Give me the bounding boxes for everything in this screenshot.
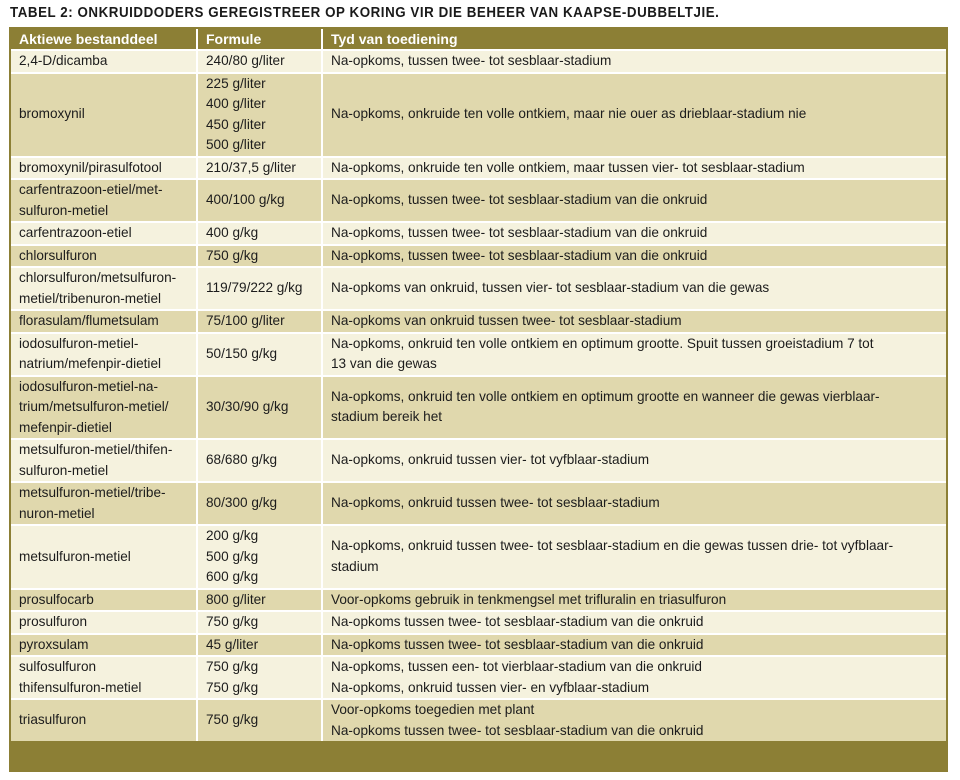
table-row	[11, 73, 946, 157]
cell-ingredient-line: metsulfuron-metiel/tribe-	[19, 485, 166, 500]
cell-timing-line: Na-opkoms tussen twee- tot sesblaar-stadium van die onkruid	[331, 722, 704, 738]
cell-ingredient	[11, 611, 197, 634]
table-title: TABEL 2: ONKRUIDDODERS GEREGISTREER OP KORING VIR DIE BEHEER VAN KAAPSE-DUBBELTJIE.	[10, 5, 720, 21]
cell-timing-line: Voor-opkoms gebruik in tenkmengsel met trifluralin en triasulfuron	[331, 591, 727, 607]
cell-formula	[197, 482, 322, 525]
cell-ingredient	[11, 222, 197, 245]
cell-timing	[322, 699, 946, 741]
cell-formula-line: 750 g/kg	[206, 247, 259, 263]
cell-formula-line: 400 g/liter	[206, 96, 266, 111]
cell-formula-line: 119/79/222 g/kg	[206, 280, 303, 296]
cell-ingredient-line: metsulfuron-metiel/thifen-	[19, 442, 173, 457]
cell-timing-line: Na-opkoms, onkruid tussen vier- tot vyfblaar-stadium	[331, 452, 650, 468]
cell-timing-line: Na-opkoms, onkruide ten volle ontkiem, maar tussen vier- tot sesblaar-stadium	[331, 159, 805, 175]
cell-timing-line: Na-opkoms, tussen een- tot vierblaar-stadium van die onkruid	[331, 659, 702, 674]
cell-timing-line: Na-opkoms, onkruid tussen twee- tot sesblaar-stadium en die gewas tussen drie- tot vyfblaar-	[331, 538, 894, 554]
cell-formula-line: 750 g/kg	[206, 614, 259, 629]
cell-timing-line: Na-opkoms, onkruid tussen twee- tot sesblaar-stadium	[331, 495, 660, 511]
cell-formula-line: 800 g/liter	[206, 591, 266, 607]
cell-formula	[197, 50, 322, 73]
cell-formula	[197, 699, 322, 741]
cell-ingredient	[11, 245, 197, 268]
cell-timing	[322, 179, 946, 222]
cell-timing	[322, 73, 946, 157]
table-row	[11, 634, 946, 657]
cell-timing-line: Na-opkoms, onkruid ten volle ontkiem en optimum grootte. Spuit tussen groeistadium 7 tot	[331, 335, 874, 351]
cell-formula	[197, 634, 322, 657]
cell-ingredient	[11, 73, 197, 157]
table-row	[11, 310, 946, 333]
cell-ingredient-line: iodosulfuron-metiel-	[19, 335, 139, 351]
cell-formula-line: 450 g/liter	[206, 116, 266, 132]
cell-ingredient	[11, 656, 197, 699]
cell-timing-line: Na-opkoms, tussen twee- tot sesblaar-stadium van die onkruid	[331, 192, 708, 208]
cell-formula-line: 500 g/kg	[206, 548, 259, 564]
cell-formula	[197, 222, 322, 245]
cell-timing	[322, 267, 946, 310]
cell-formula-line: 500 g/liter	[206, 137, 266, 152]
cell-formula-line: 50/150 g/kg	[206, 345, 278, 361]
cell-ingredient-line: natrium/mefenpir-dietiel	[19, 356, 162, 371]
cell-formula	[197, 245, 322, 268]
cell-timing	[322, 376, 946, 440]
cell-timing	[322, 439, 946, 482]
cell-formula	[197, 611, 322, 634]
cell-ingredient-line: triasulfuron	[19, 712, 87, 728]
cell-timing-line: stadium	[331, 558, 379, 574]
cell-formula	[197, 525, 322, 589]
table-row	[11, 439, 946, 482]
cell-formula-line: 30/30/90 g/kg	[206, 399, 289, 414]
cell-timing	[322, 333, 946, 376]
cell-formula	[197, 310, 322, 333]
cell-ingredient-line: bromoxynil/pirasulfotool	[19, 159, 162, 175]
header-ingredient: Aktiewe bestanddeel	[11, 29, 197, 50]
cell-ingredient	[11, 50, 197, 73]
cell-ingredient	[11, 179, 197, 222]
cell-formula	[197, 179, 322, 222]
cell-timing	[322, 611, 946, 634]
table-row	[11, 482, 946, 525]
table-row	[11, 245, 946, 268]
cell-timing-line: Voor-opkoms toegedien met plant	[331, 702, 535, 717]
table-row	[11, 589, 946, 612]
cell-timing	[322, 589, 946, 612]
cell-formula-line: 400/100 g/kg	[206, 192, 285, 208]
cell-timing-line: Na-opkoms tussen twee- tot sesblaar-stadium van die onkruid	[331, 614, 704, 629]
cell-formula-line: 45 g/liter	[206, 636, 259, 652]
cell-ingredient-line: prosulfocarb	[19, 591, 94, 607]
cell-timing-line: Na-opkoms tussen twee- tot sesblaar-stadium van die onkruid	[331, 636, 704, 652]
cell-timing-line: Na-opkoms, onkruide ten volle ontkiem, maar nie ouer as drieblaar-stadium nie	[331, 106, 807, 122]
cell-ingredient	[11, 699, 197, 741]
cell-ingredient-line: sulfosulfuron	[19, 659, 97, 674]
cell-formula-line: 200 g/kg	[206, 528, 259, 543]
cell-ingredient-line: 2,4-D/dicamba	[19, 53, 108, 68]
table-row	[11, 157, 946, 180]
table-row	[11, 656, 946, 699]
cell-ingredient	[11, 439, 197, 482]
cell-formula	[197, 656, 322, 699]
cell-formula-line: 240/80 g/liter	[206, 53, 285, 68]
cell-timing	[322, 50, 946, 73]
table-row	[11, 50, 946, 73]
cell-timing-line: Na-opkoms, onkruid tussen vier- en vyfblaar-stadium	[331, 679, 650, 695]
cell-timing-line: Na-opkoms, tussen twee- tot sesblaar-stadium van die onkruid	[331, 225, 708, 240]
cell-ingredient-line: chlorsulfuron/metsulfuron-	[19, 270, 177, 285]
cell-timing-line: Na-opkoms, onkruid ten volle ontkiem en optimum grootte en wanneer die gewas vierblaar-	[331, 388, 880, 404]
cell-ingredient	[11, 157, 197, 180]
cell-formula-line: 400 g/kg	[206, 225, 259, 240]
cell-formula-line: 750 g/kg	[206, 659, 259, 674]
table-row	[11, 222, 946, 245]
cell-ingredient-line: nuron-metiel	[19, 505, 95, 521]
cell-ingredient-line: chlorsulfuron	[19, 247, 97, 263]
cell-formula-line: 750 g/kg	[206, 712, 259, 728]
table-row	[11, 611, 946, 634]
cell-ingredient	[11, 482, 197, 525]
header-formula: Formule	[197, 29, 322, 50]
cell-formula	[197, 333, 322, 376]
cell-ingredient-line: sulfuron-metiel	[19, 462, 109, 478]
cell-formula-line: 210/37,5 g/liter	[206, 159, 296, 175]
table-row	[11, 333, 946, 376]
cell-formula-line: 600 g/kg	[206, 569, 259, 584]
table-frame	[9, 27, 948, 772]
cell-timing-line: Na-opkoms, tussen twee- tot sesblaar-stadium van die onkruid	[331, 247, 708, 263]
table-body	[11, 50, 946, 741]
cell-timing	[322, 310, 946, 333]
table-row	[11, 179, 946, 222]
cell-formula-line: 75/100 g/liter	[206, 313, 285, 328]
cell-timing-line: Na-opkoms van onkruid, tussen vier- tot sesblaar-stadium van die gewas	[331, 280, 770, 296]
cell-ingredient-line: prosulfuron	[19, 614, 88, 629]
cell-ingredient-line: metiel/tribenuron-metiel	[19, 290, 162, 306]
cell-timing	[322, 245, 946, 268]
cell-timing-line: 13 van die gewas	[331, 356, 437, 371]
table-row	[11, 525, 946, 589]
cell-ingredient	[11, 589, 197, 612]
cell-ingredient	[11, 310, 197, 333]
cell-ingredient	[11, 333, 197, 376]
cell-formula	[197, 73, 322, 157]
cell-ingredient-line: thifensulfuron-metiel	[19, 679, 142, 695]
cell-timing	[322, 157, 946, 180]
table-row	[11, 267, 946, 310]
cell-ingredient	[11, 525, 197, 589]
cell-ingredient	[11, 634, 197, 657]
cell-formula	[197, 589, 322, 612]
cell-formula-line: 80/300 g/kg	[206, 495, 278, 511]
cell-ingredient-line: iodosulfuron-metiel-na-	[19, 378, 159, 394]
cell-timing-line: Na-opkoms, tussen twee- tot sesblaar-stadium	[331, 53, 612, 68]
cell-ingredient-line: mefenpir-dietiel	[19, 419, 112, 435]
cell-ingredient-line: metsulfuron-metiel	[19, 548, 131, 564]
cell-ingredient	[11, 376, 197, 440]
cell-formula	[197, 439, 322, 482]
cell-timing	[322, 634, 946, 657]
cell-timing	[322, 656, 946, 699]
cell-timing-line: stadium bereik het	[331, 409, 443, 425]
header-timing: Tyd van toediening	[322, 29, 946, 50]
cell-ingredient-line: bromoxynil	[19, 106, 85, 122]
cell-formula	[197, 376, 322, 440]
cell-ingredient-line: carfentrazoon-etiel/met-	[19, 182, 163, 197]
cell-ingredient-line: sulfuron-metiel	[19, 202, 109, 218]
cell-formula-line: 750 g/kg	[206, 679, 259, 695]
cell-timing	[322, 222, 946, 245]
cell-formula	[197, 157, 322, 180]
cell-timing	[322, 482, 946, 525]
cell-formula	[197, 267, 322, 310]
cell-ingredient-line: trium/metsulfuron-metiel/	[19, 399, 169, 414]
cell-timing-line: Na-opkoms van onkruid tussen twee- tot sesblaar-stadium	[331, 313, 682, 328]
header-row	[11, 29, 946, 50]
cell-ingredient-line: florasulam/flumetsulam	[19, 313, 159, 328]
cell-ingredient-line: carfentrazoon-etiel	[19, 225, 132, 240]
table-row	[11, 376, 946, 440]
cell-ingredient	[11, 267, 197, 310]
cell-formula-line: 225 g/liter	[206, 75, 266, 91]
cell-timing	[322, 525, 946, 589]
herbicide-table	[11, 29, 946, 741]
cell-formula-line: 68/680 g/kg	[206, 452, 278, 468]
table-row	[11, 699, 946, 741]
cell-ingredient-line: pyroxsulam	[19, 636, 89, 652]
